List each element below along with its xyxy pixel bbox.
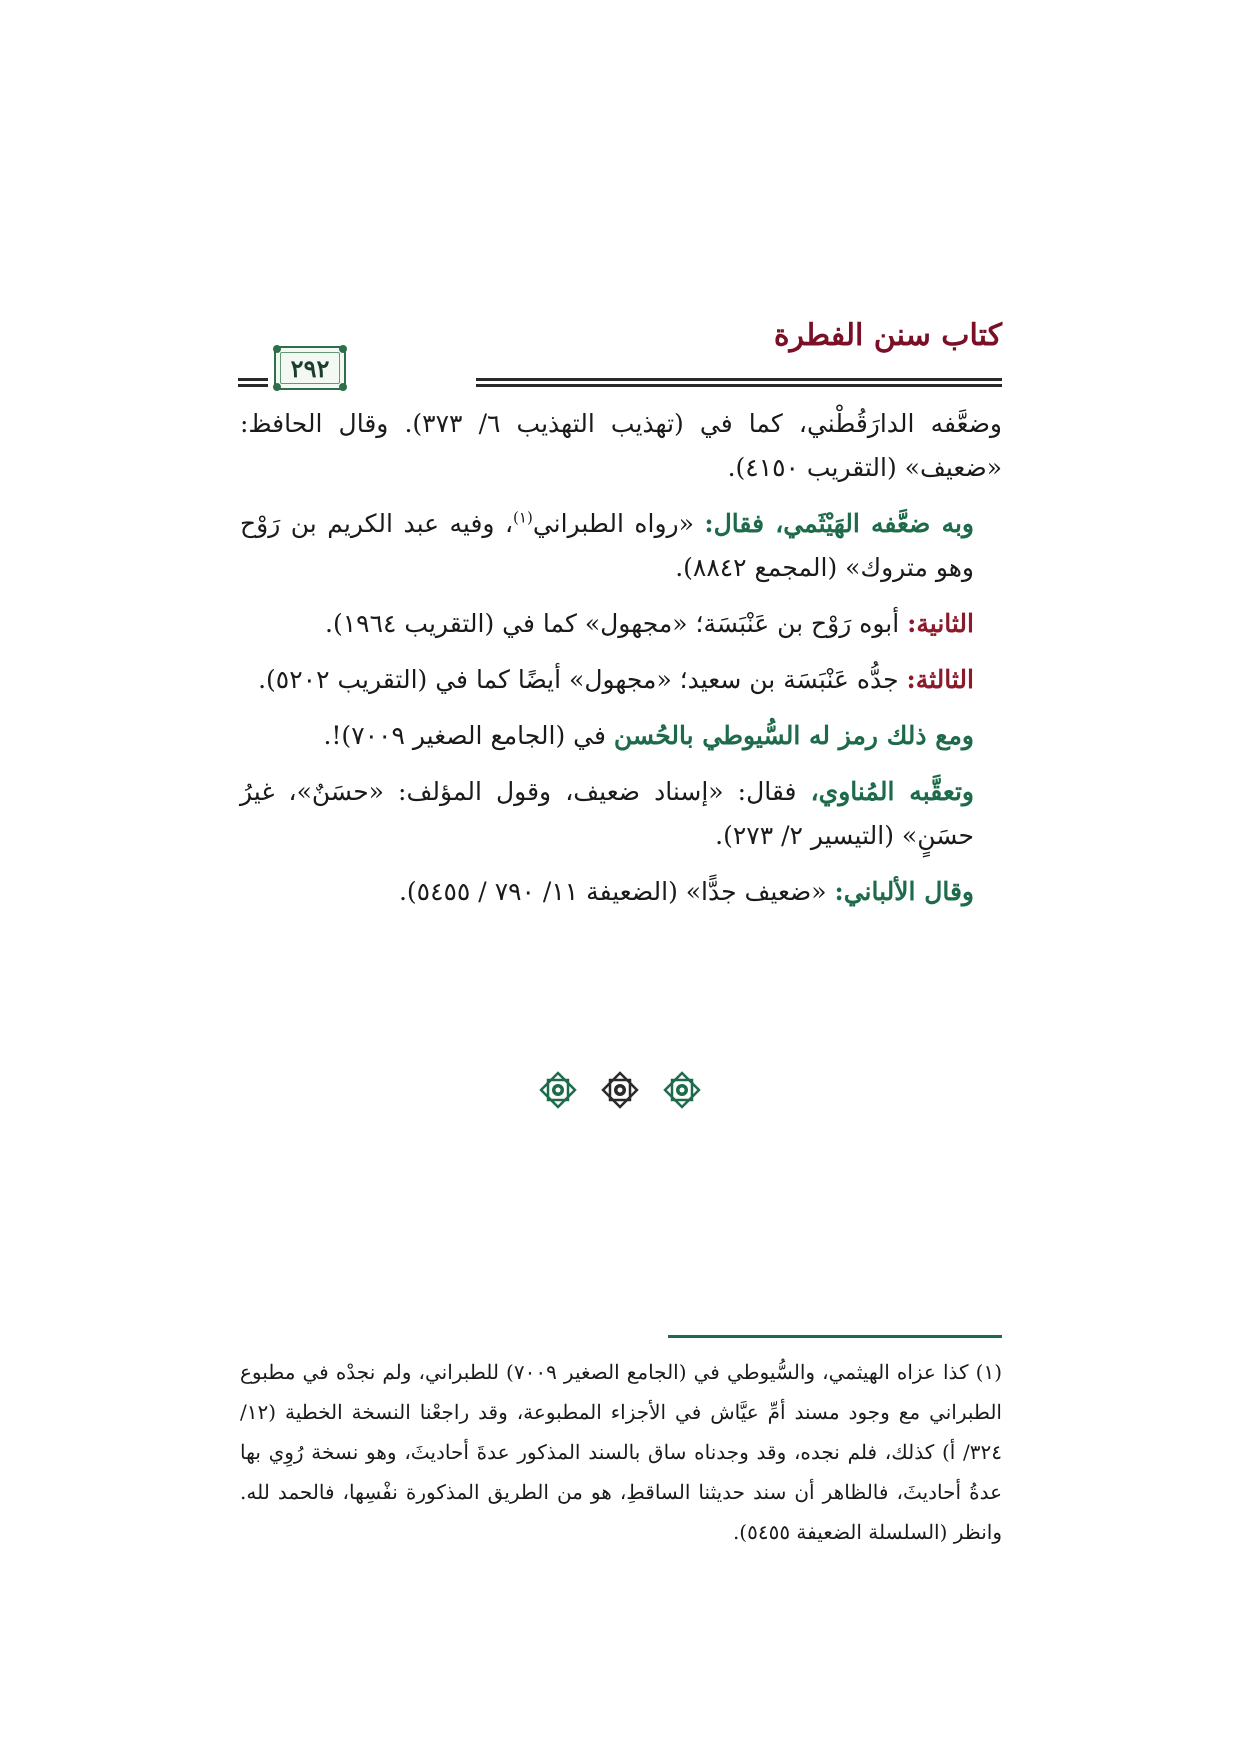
- book-title: كتاب سنن الفطرة: [773, 318, 1002, 353]
- flower-ornament-icon: [598, 1068, 642, 1112]
- paragraph-label: الثالثة:: [906, 665, 974, 694]
- badge-corner-icon: [339, 345, 347, 353]
- section-divider: [0, 1068, 1240, 1118]
- footnote-marker: (١): [975, 1360, 1002, 1384]
- paragraph-text: جدُّه عَنْبَسَة بن سعيد؛ «مجهول» أيضًا كما في (التقريب ٥٢٠٢).: [258, 665, 907, 694]
- paragraph-text: «ضعيف جدًّا» (الضعيفة ١١/ ٧٩٠ / ٥٤٥٥).: [398, 877, 835, 906]
- paragraph-4: [240, 658, 1002, 702]
- paragraph-1: [240, 402, 1002, 490]
- badge-corner-icon: [273, 345, 281, 353]
- paragraph-text: «رواه الطبراني: [532, 509, 705, 538]
- paragraph-2: [240, 502, 1002, 590]
- main-text: [240, 402, 1002, 926]
- flower-ornament-icon: [660, 1068, 704, 1112]
- paragraph-text: أبوه رَوْح بن عَنْبَسَة؛ «مجهول» كما في (التقريب ١٩٦٤).: [325, 609, 908, 638]
- page-number: ٢٩٢: [290, 353, 330, 383]
- paragraph-text: ، وفيه عبد الكريم بن رَوْح وهو متروك» (المجمع ٨٨٤٢).: [240, 509, 974, 582]
- footnote-text: كذا عزاه الهيثمي، والسُّيوطي في (الجامع الصغير ٧٠٠٩) للطبراني، ولم نجدْه في مطبوع الطبراني مع وجود مسند أمِّ عيَّاش في الأجزاء المطبوعة، وقد راجعْنا النسخة الخطية (١٢/ ٣٢٤/ أ) كذلك، فلم نجده، وقد وجدناه ساق بالسند المذكور عدةَ أحاديثَ، وهو نسخة رُوِي بها عدةُ أحاديثَ، فالظاهر أن سند حديثنا الساقطِ، هو من الطريق المذكورة نفْسِها، فالحمد لله. وانظر (السلسلة الضعيفة ٥٤٥٥).: [240, 1360, 1002, 1544]
- flower-ornament-icon: [536, 1068, 580, 1112]
- footnote-reference[interactable]: (١): [513, 508, 533, 527]
- badge-corner-icon: [273, 383, 281, 391]
- paragraph-3: [240, 602, 1002, 646]
- paragraph-6: [240, 770, 1002, 858]
- paragraph-text: وضعَّفه الدارَقُطْني، كما في (تهذيب التهذيب ٦/ ٣٧٣). وقال الحافظ: «ضعيف» (التقريب ٤١٥٠).: [240, 409, 1003, 482]
- paragraph-7: [240, 870, 1002, 914]
- header-rule-left: [238, 378, 268, 381]
- paragraph-label: الثانية:: [907, 609, 974, 638]
- paragraph-text: في (الجامع الصغير ٧٠٠٩)!.: [323, 721, 614, 750]
- footnote: [240, 1352, 1002, 1552]
- paragraph-5: [240, 714, 1002, 758]
- paragraph-text: فقال: «إسناد ضعيف، وقول المؤلف: «حسَنٌ»، غيرُ حسَنٍ» (التيسير ٢/ ٢٧٣).: [240, 777, 974, 850]
- page-number-badge: [274, 346, 346, 390]
- page-header: [238, 318, 1002, 390]
- header-rule: [476, 378, 1002, 381]
- header-rule-left: [238, 384, 268, 387]
- paragraph-label: وقال الألباني:: [834, 877, 974, 906]
- header-rule: [476, 384, 1002, 387]
- paragraph-label: وتعقَّبه المُناوي،: [810, 777, 974, 806]
- badge-corner-icon: [339, 383, 347, 391]
- paragraph-label: ومع ذلك رمز له السُّيوطي بالحُسن: [613, 721, 974, 750]
- paragraph-label: وبه ضعَّفه الهَيْثَمي، فقال:: [704, 509, 975, 538]
- footnote-separator: [668, 1335, 1002, 1338]
